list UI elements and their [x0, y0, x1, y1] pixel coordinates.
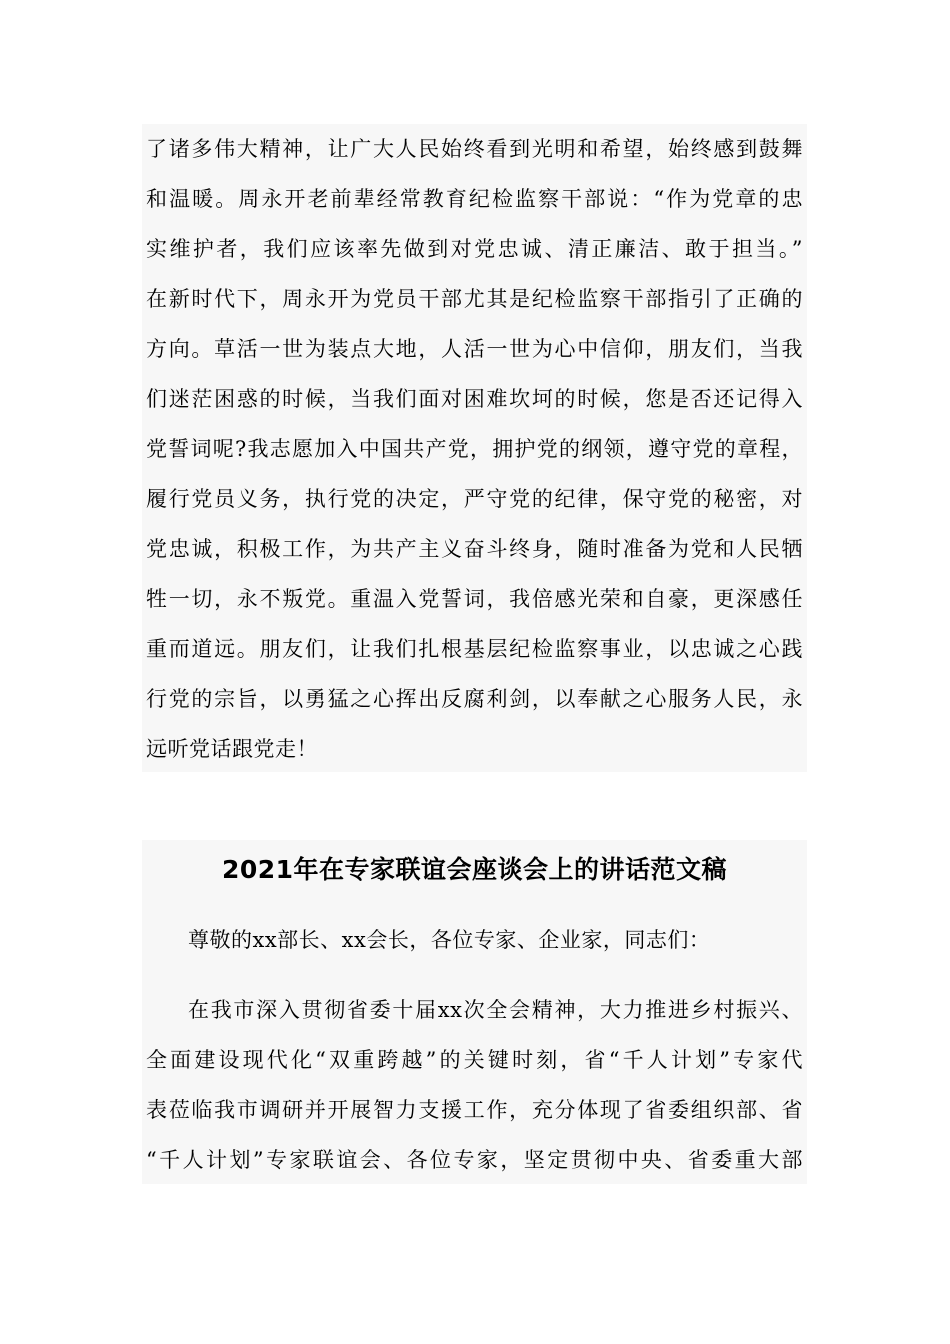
paragraph-line: 了诸多伟大精神，让广大人民始终看到光明和希望，始终感到鼓舞: [146, 137, 803, 161]
paragraph-line: 重而道远。朋友们，让我们扎根基层纪检监察事业，以忠诚之心践: [146, 637, 803, 661]
paragraph-line: 履行党员义务，执行党的决定，严守党的纪律，保守党的秘密，对: [146, 487, 803, 511]
paragraph-line: 们迷茫困惑的时候，当我们面对困难坎坷的时候，您是否还记得入: [146, 387, 803, 411]
paragraph-line: 表莅临我市调研并开展智力支援工作，充分体现了省委组织部、省: [146, 1098, 803, 1122]
paragraph-line: 和温暖。周永开老前辈经常教育纪检监察干部说：“作为党章的忠: [146, 187, 803, 211]
paragraph-line: 在我市深入贯彻省委十届xx次全会精神，大力推进乡村振兴、: [188, 998, 803, 1022]
paragraph-line: 方向。草活一世为装点大地，人活一世为心中信仰，朋友们，当我: [146, 337, 803, 361]
paragraph-line: 党誓词呢?我志愿加入中国共产党，拥护党的纲领，遵守党的章程，: [146, 437, 803, 461]
paragraph-line: 实维护者，我们应该率先做到对党忠诚、清正廉洁、敢于担当。”: [146, 237, 803, 261]
paragraph-line: 远听党话跟党走！: [146, 737, 318, 761]
salutation: 尊敬的xx部长、xx会长，各位专家、企业家，同志们：: [188, 928, 711, 952]
paragraph-line: 牲一切，永不叛党。重温入党誓词，我倍感光荣和自豪，更深感任: [146, 587, 803, 611]
text-section-1: [142, 124, 807, 772]
paragraph-line: 在新时代下，周永开为党员干部尤其是纪检监察干部指引了正确的: [146, 287, 803, 311]
document-title: 2021年在专家联谊会座谈会上的讲话范文稿: [221, 855, 728, 884]
paragraph-line: 行党的宗旨，以勇猛之心挥出反腐利剑，以奉献之心服务人民，永: [146, 687, 803, 711]
paragraph-line: 全面建设现代化“双重跨越”的关键时刻，省“千人计划”专家代: [146, 1048, 803, 1072]
paragraph-line: “千人计划”专家联谊会、各位专家，坚定贯彻中央、省委重大部: [146, 1148, 803, 1172]
text-section-2: [142, 840, 807, 1184]
paragraph-line: 党忠诚，积极工作，为共产主义奋斗终身，随时准备为党和人民牺: [146, 537, 803, 561]
